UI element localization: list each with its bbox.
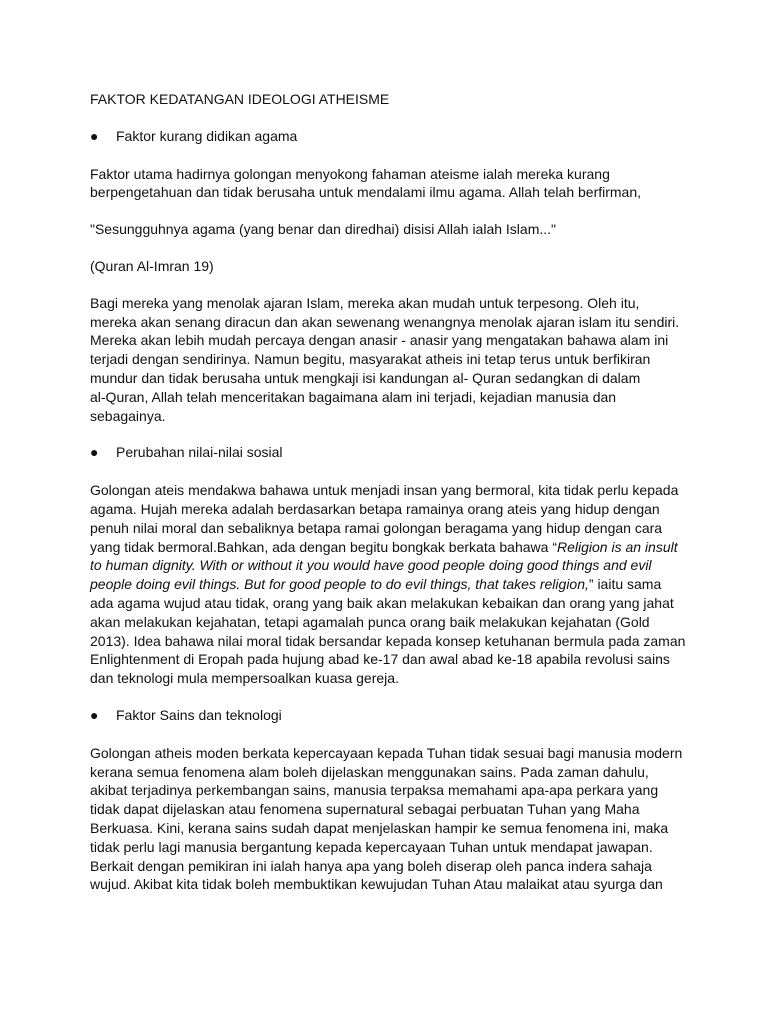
text-line [90, 556, 690, 575]
bullet-icon: ● [90, 127, 99, 144]
text-line: al-Quran, Allah telah menceritakan bagaimana alam ini terjadi, kejadian manusia dan [90, 388, 617, 405]
text-line: Berkait dengan pemikiran ini ialah hanya apa yang boleh diserap oleh panca indera sahaja [90, 857, 652, 874]
text-line: akan melakukan kejahatan, tetapi agamalah punca orang baik melakukan kejahatan (Gold [90, 613, 650, 630]
text-line: penuh nilai moral dan sebaliknya betapa ramai golongan beragama yang hidup dengan cara [90, 519, 663, 536]
text-line [90, 538, 690, 557]
text-line: kerana semua fenomena alam boleh dijelaskan menggunakan sains. Pada zaman dahulu, [90, 763, 649, 780]
text-line: Berkuasa. Kini, kerana sains sudah dapat menjelaskan hampir ke semua fenomena ini, maka [90, 819, 669, 836]
document-title: FAKTOR KEDATANGAN IDEOLOGI ATHEISME [90, 91, 390, 107]
bullet-heading-sains [90, 706, 690, 725]
text-line: Golongan atheis moden berkata kepercayaan kepada Tuhan tidak sesuai bagi manusia modern [90, 744, 683, 761]
document-body [90, 90, 690, 912]
text-line: Golongan ateis mendakwa bahawa untuk menjadi insan yang bermoral, kita tidak perlu kepada [90, 482, 679, 499]
paragraph-citation [90, 257, 690, 276]
text-line: Mereka akan lebih mudah percaya dengan anasir - anasir yang mengatakan bahawa alam ini [90, 332, 669, 349]
text-line [90, 575, 690, 594]
bullet-icon: ● [90, 444, 99, 461]
text-line: berpengetahuan dan tidak berusaha untuk mendalami ilmu agama. Allah telah berfirman, [90, 184, 642, 201]
quote-text: "Sesungguhnya agama (yang benar dan diredhai) disisi Allah ialah Islam..." [90, 221, 556, 238]
italic-quote: to human dignity. With or without it you would have good people doing good things and evil [90, 557, 652, 574]
bullet-label: Faktor Sains dan teknologi [116, 706, 282, 723]
text-line: 2013). Idea bahawa nilai moral tidak bersandar kepada konsep ketuhanan bermula pada zaman [90, 632, 686, 649]
paragraph-moral [90, 481, 690, 688]
text-line: mundur dan tidak berusaha untuk mengkaji isi kandungan al- Quran sedangkan di dalam [90, 369, 641, 386]
bullet-label: Perubahan nilai-nilai sosial [116, 444, 283, 461]
text-segment: yang tidak bermoral.Bahkan, ada dengan begitu bongkak berkata bahawa “ [90, 538, 557, 555]
bullet-heading-agama [90, 127, 690, 146]
text-line: dan teknologi mula mempersoalkan kuasa gereja. [90, 670, 399, 687]
text-segment: ” iaitu sama [588, 576, 662, 593]
text-line: terjadi dengan sendirinya. Namun begitu, masyarakat atheis ini tetap terus untuk berfikiran [90, 351, 651, 368]
text-line: agama. Hujah mereka adalah berdasarkan betapa ramainya orang ateis yang hidup dengan [90, 500, 660, 517]
text-line: ada agama wujud atau tidak, orang yang baik akan melakukan kebaikan dan orang yang jahat [90, 594, 674, 611]
text-line: Faktor utama hadirnya golongan menyokong fahaman ateisme ialah mereka kurang [90, 165, 610, 182]
paragraph-sains [90, 744, 690, 894]
paragraph-quote [90, 220, 690, 239]
text-line: Enlightenment di Eropah pada hujung abad ke-17 dan awal abad ke-18 apabila revolusi sains [90, 651, 670, 668]
paragraph-intro [90, 165, 690, 203]
bullet-heading-sosial [90, 443, 690, 462]
text-line: Bagi mereka yang menolak ajaran Islam, mereka akan mudah untuk terpesong. Oleh itu, [90, 294, 640, 311]
italic-quote: Religion is an insult [557, 538, 678, 555]
paragraph-islam [90, 294, 690, 426]
bullet-icon: ● [90, 706, 99, 723]
italic-quote: people doing evil things. But for good people to do evil things, that takes religion, [90, 576, 589, 593]
text-line: tidak perlu lagi manusia bergantung kepada kepercayaan Tuhan untuk mendapat jawapan. [90, 838, 653, 855]
text-line: akibat terjadinya perkembangan sains, manusia terpaksa memahami apa-apa perkara yang [90, 782, 659, 799]
bullet-label: Faktor kurang didikan agama [116, 127, 298, 144]
citation-text: (Quran Al-Imran 19) [90, 257, 214, 274]
text-line: tidak dapat dijelaskan atau fenomena supernatural sebagai perbuatan Tuhan yang Maha [90, 801, 640, 818]
text-line: sebagainya. [90, 407, 166, 424]
text-line: mereka akan senang diracun dan akan sewenang wenangnya menolak ajaran islam itu sendiri. [90, 313, 680, 330]
text-line: wujud. Akibat kita tidak boleh membuktikan kewujudan Tuhan Atau malaikat atau syurga dan [90, 876, 663, 893]
